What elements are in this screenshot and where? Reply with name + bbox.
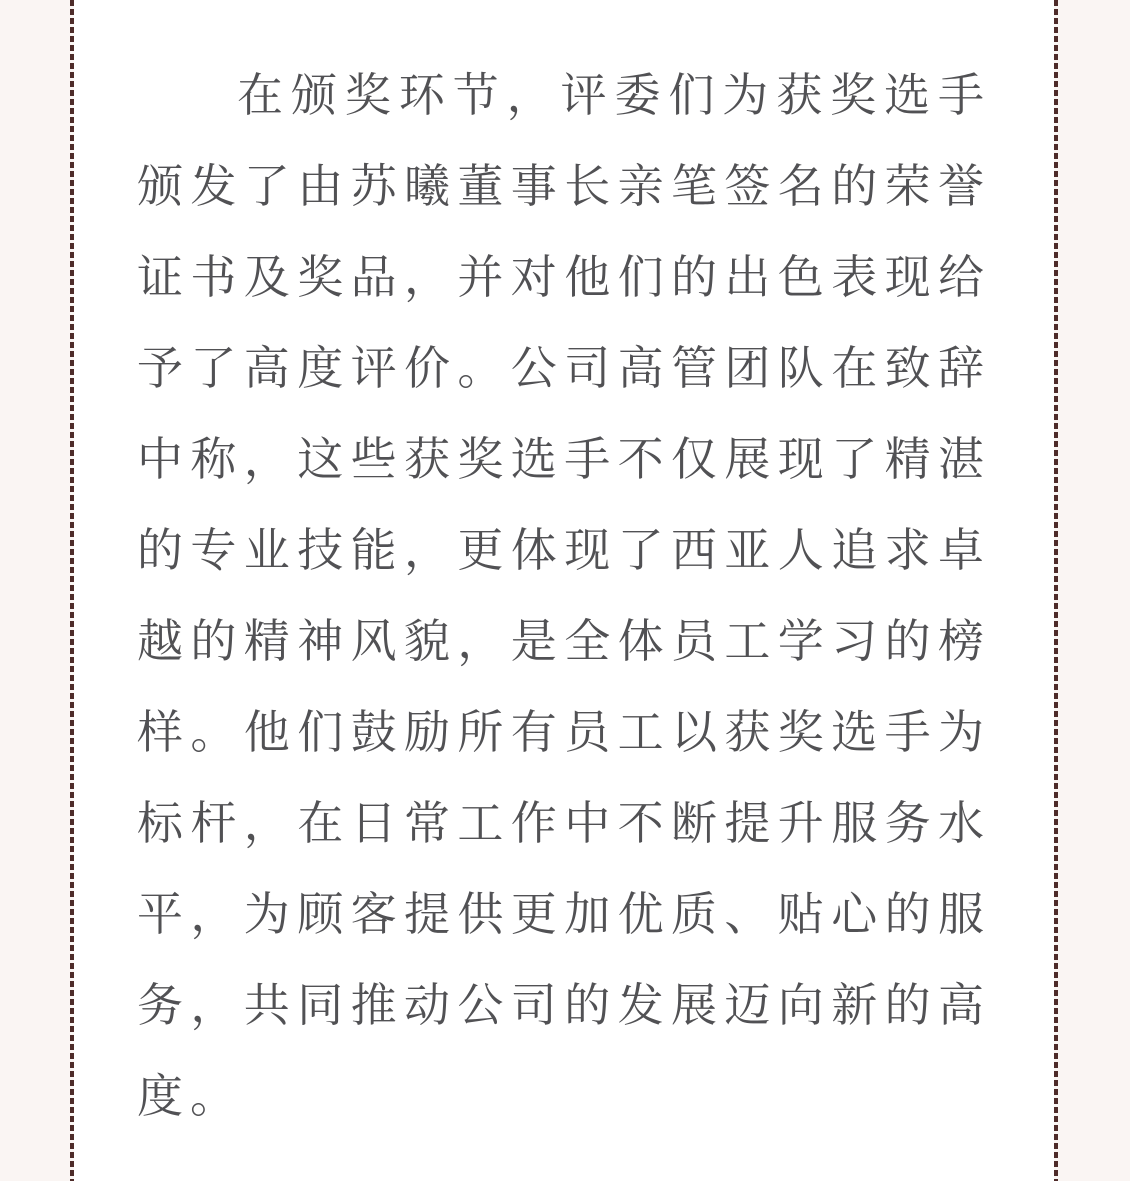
left-dashed-border	[70, 0, 74, 1181]
right-dashed-border	[1054, 0, 1058, 1181]
content-panel	[74, 0, 1054, 1181]
article-paragraph: 在颁奖环节，评委们为获奖选手颁发了由苏曦董事长亲笔签名的荣誉证书及奖品，并对他们的出色表现给予了高度评价。公司高管团队在致辞中称，这些获奖选手不仅展现了精湛的专业技能，更体现了西亚人追求卓越的精神风貌，是全体员工学习的榜样。他们鼓励所有员工以获奖选手为标杆，在日常工作中不断提升服务水平，为顾客提供更加优质、贴心的服务，共同推动公司的发展迈向新的高度。	[137, 69, 991, 1122]
